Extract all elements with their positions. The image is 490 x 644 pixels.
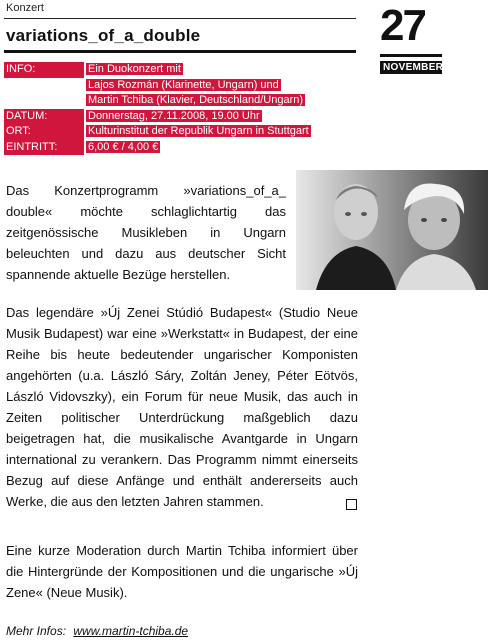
top-rule xyxy=(4,18,356,19)
info-block xyxy=(4,62,320,155)
history-paragraph: Das legendäre »Új Zenei Stúdió Budapest« (Studio Neue Musik Budapest) war eine »Werkstatt« in Budapest, der eine Reihe bis heute bedeutender ungarischer Komponisten angehörten (u.a. László Sáry, Zoltán Jeney, Péter Eötvös, László Vidovszky), ein Forum für neue Musik, das auch in Zeiten politischer Unterdrückung maßgeblich dazu beigetragen hat, die musikalische Avantgarde in Ungarn international zu verankern. Das Programm nimmt einerseits Bezug auf diese Anfänge und enthält andererseits auch Werke, die aus den letzten Jahren stammen. xyxy=(6,305,358,509)
end-mark-icon xyxy=(346,499,357,510)
info-value: Lajos Rozmán (Klarinette, Ungarn) und xyxy=(88,78,279,91)
info-label: DATUM: xyxy=(4,109,84,125)
info-label: ORT: xyxy=(4,124,84,140)
page-title: variations_of_a_double xyxy=(6,26,201,45)
info-row xyxy=(4,93,320,109)
date-day: 27 xyxy=(380,1,425,50)
info-label: INFO: xyxy=(4,62,84,78)
moderation-paragraph: Eine kurze Moderation durch Martin Tchiba informiert über die Hintergründe der Kompositionen und die ungarische »Új Zene« (Neue Musik). xyxy=(6,543,358,600)
info-row xyxy=(4,78,320,94)
info-row xyxy=(4,124,320,140)
date-month: NOVEMBER xyxy=(380,61,442,74)
portrait-image xyxy=(296,170,488,290)
info-row xyxy=(4,62,320,78)
info-row xyxy=(4,109,320,125)
info-value: Kulturinstitut der Republik Ungarn in Stuttgart xyxy=(88,125,309,137)
website-link[interactable]: www.martin-tchiba.de xyxy=(73,624,189,638)
info-row xyxy=(4,140,320,156)
info-value: Ein Duokonzert mit xyxy=(88,63,181,75)
date-rule xyxy=(380,54,442,57)
title-rule xyxy=(4,50,356,53)
info-value: Donnerstag, 27.11.2008, 19.00 Uhr xyxy=(88,109,260,122)
info-value: Martin Tchiba (Klavier, Deutschland/Ungarn) xyxy=(88,94,304,106)
more-info-label: Mehr Infos: xyxy=(6,624,67,638)
musicians-photo xyxy=(296,170,488,290)
more-info xyxy=(6,624,188,638)
date-box xyxy=(380,1,444,74)
info-label: EINTRITT: xyxy=(4,140,84,156)
category-label: Konzert xyxy=(6,2,44,14)
info-value: 6,00 € / 4,00 € xyxy=(88,140,159,153)
intro-paragraph: Das Konzertprogramm »variations_of_a_ double« möchte schlaglichtartig das zeitgenössische Musikleben in Ungarn beleuchten und dazu aus deutscher Sicht spannende aktuelle Bezüge herstellen. xyxy=(6,183,286,282)
